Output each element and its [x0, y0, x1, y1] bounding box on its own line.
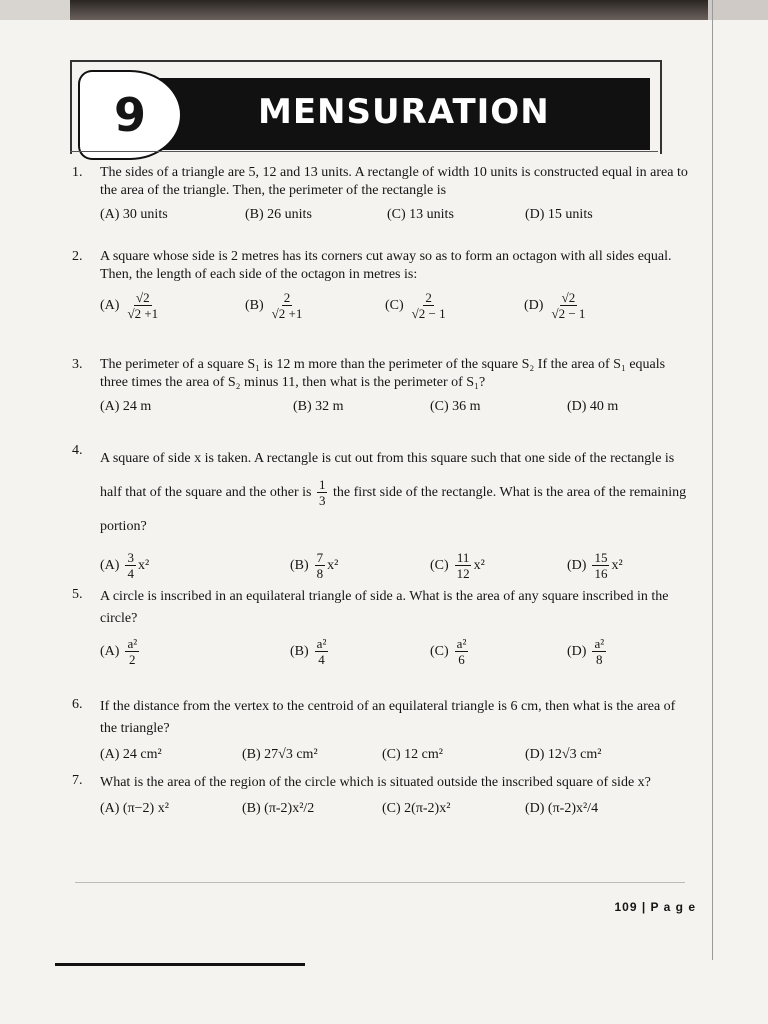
denominator: 8: [596, 652, 603, 667]
options: [100, 794, 692, 834]
option-d: (D) 15 units: [525, 207, 593, 222]
photo-top-edge: [0, 0, 768, 20]
question-text: A square whose side is 2 metres has its corners cut away so as to form an octagon with all sides equal. Then, the length of each side of the octagon in metres is:: [100, 249, 672, 282]
option-label: (B): [245, 297, 264, 313]
numerator: a²: [127, 636, 138, 651]
question-text: The perimeter of a square S₁ is 12 m more than the perimeter of the square S₂ If the area of S₁ equals three times the area of S₂ minus 11, then what is the perimeter of S₁?: [100, 357, 666, 390]
fraction: [270, 290, 305, 321]
numerator: 1: [318, 477, 326, 493]
option-b: (B) 26 units: [245, 207, 312, 222]
option-a: (A) 24 m: [100, 399, 152, 414]
question-number: 1.: [72, 165, 83, 180]
question-number: 5.: [72, 587, 83, 602]
denominator: √2 +1: [271, 306, 303, 321]
option-a: (A) 30 units: [100, 207, 168, 222]
question-4: [72, 442, 692, 588]
page-right-edge: [712, 0, 713, 960]
question-5: [72, 586, 692, 682]
option-b: (B) 32 m: [293, 399, 344, 414]
numerator: a²: [594, 636, 605, 651]
option-label: (D): [524, 297, 544, 313]
denominator: 4: [127, 566, 134, 581]
question-3: [72, 356, 692, 432]
option-c: [430, 550, 485, 581]
option-b: (B) (π-2)x²/2: [242, 801, 315, 816]
footer-rule: [75, 882, 685, 883]
numerator: √2: [135, 290, 150, 305]
numerator: a²: [316, 636, 327, 651]
option-label: (D): [567, 557, 587, 573]
variable: x²: [473, 557, 485, 573]
fraction: [549, 290, 587, 321]
fraction: [455, 636, 469, 667]
option-b: [290, 636, 330, 667]
option-d: [567, 636, 608, 667]
option-d: (D) 12√3 cm²: [525, 747, 602, 762]
question-text-part-b: the first side of the rectangle. What is the area of the remaining portion?: [100, 485, 687, 534]
option-label: (B): [290, 557, 309, 573]
question-2: [72, 248, 692, 336]
fraction: [125, 290, 160, 321]
fraction: [455, 550, 472, 581]
option-label: (A): [100, 643, 120, 659]
option-c: (C) 36 m: [430, 399, 481, 414]
numerator: a²: [456, 636, 467, 651]
option-a: [100, 550, 149, 581]
question-text: [100, 442, 692, 544]
denominator: √2 − 1: [411, 306, 446, 321]
fraction: [315, 636, 329, 667]
option-c: (C) 12 cm²: [382, 747, 443, 762]
option-d: [567, 550, 623, 581]
options: [100, 544, 692, 588]
option-c: [430, 636, 470, 667]
fraction: [125, 550, 136, 581]
option-label: (A): [100, 557, 120, 573]
fraction: [592, 550, 609, 581]
denominator: √2 +1: [127, 306, 159, 321]
chapter-number: 9: [78, 70, 182, 160]
question-text: If the distance from the vertex to the centroid of an equilateral triangle is 6 cm, then what is the area of the triangle?: [100, 699, 676, 736]
option-b: [290, 550, 338, 581]
fraction: [315, 550, 326, 581]
option-d: (D) 40 m: [567, 399, 619, 414]
question-number: 4.: [72, 443, 83, 458]
question-6: [72, 696, 692, 780]
option-label: (A): [100, 297, 120, 313]
chapter-title: MENSURATION: [258, 92, 550, 132]
options: [100, 200, 692, 240]
option-c: [385, 290, 450, 321]
photo-top-edge-left: [0, 0, 70, 20]
variable: x²: [327, 557, 339, 573]
option-label: (D): [567, 643, 587, 659]
denominator: 4: [318, 652, 325, 667]
question-7: [72, 772, 692, 834]
fraction: [317, 477, 328, 508]
option-d: (D) (π-2)x²/4: [525, 801, 599, 816]
question-number: 6.: [72, 697, 83, 712]
option-label: (C): [385, 297, 404, 313]
options: [100, 284, 692, 336]
option-a: [100, 636, 141, 667]
numerator: 7: [316, 550, 324, 565]
option-d: [524, 290, 589, 321]
option-a: (A) (π−2) x²: [100, 801, 169, 816]
question-number: 3.: [72, 357, 83, 372]
denominator: 16: [594, 566, 608, 581]
option-a: (A) 24 cm²: [100, 747, 162, 762]
denominator: 12: [456, 566, 470, 581]
bottom-rule: [55, 963, 305, 966]
option-c: (C) 13 units: [387, 207, 454, 222]
page-number: 109 | P a g e: [614, 900, 696, 914]
option-label: (C): [430, 643, 449, 659]
question-text-part-a: A square of side x is taken. A rectangle is cut out from this square such that one side of the rectangle is half that of the square and the other is: [100, 451, 675, 500]
denominator: 8: [316, 566, 324, 581]
option-a: [100, 290, 162, 321]
denominator: √2 − 1: [551, 306, 586, 321]
fraction: [592, 636, 606, 667]
option-c: (C) 2(π-2)x²: [382, 801, 451, 816]
numerator: 15: [594, 550, 608, 565]
options: [100, 630, 692, 682]
fraction: [410, 290, 448, 321]
question-text: A circle is inscribed in an equilateral triangle of side a. What is the area of any square inscribed in the circle?: [100, 589, 669, 626]
numerator: 11: [456, 550, 470, 565]
denominator: 6: [458, 652, 465, 667]
fraction: [125, 636, 139, 667]
option-b: (B) 27√3 cm²: [242, 747, 318, 762]
variable: x²: [611, 557, 623, 573]
options: [100, 392, 692, 432]
question-text: What is the area of the region of the circle which is situated outside the inscribed square of side x?: [100, 775, 651, 790]
variable: x²: [137, 557, 150, 573]
question-text: The sides of a triangle are 5, 12 and 13 units. A rectangle of width 10 units is constructed equal in area to the area of the triangle. Then, the perimeter of the rectangle is: [100, 165, 688, 198]
numerator: 2: [425, 290, 432, 305]
photo-top-edge-right: [708, 0, 768, 20]
numerator: √2: [561, 290, 576, 305]
option-label: (C): [430, 557, 449, 573]
header-rule: [70, 151, 658, 152]
question-1: [72, 164, 692, 240]
denominator: 3: [318, 493, 326, 509]
option-b: [245, 290, 306, 321]
option-label: (B): [290, 643, 309, 659]
numerator: 2: [283, 290, 291, 305]
numerator: 3: [127, 550, 134, 565]
denominator: 2: [129, 652, 136, 667]
question-number: 7.: [72, 773, 83, 788]
question-number: 2.: [72, 249, 83, 264]
